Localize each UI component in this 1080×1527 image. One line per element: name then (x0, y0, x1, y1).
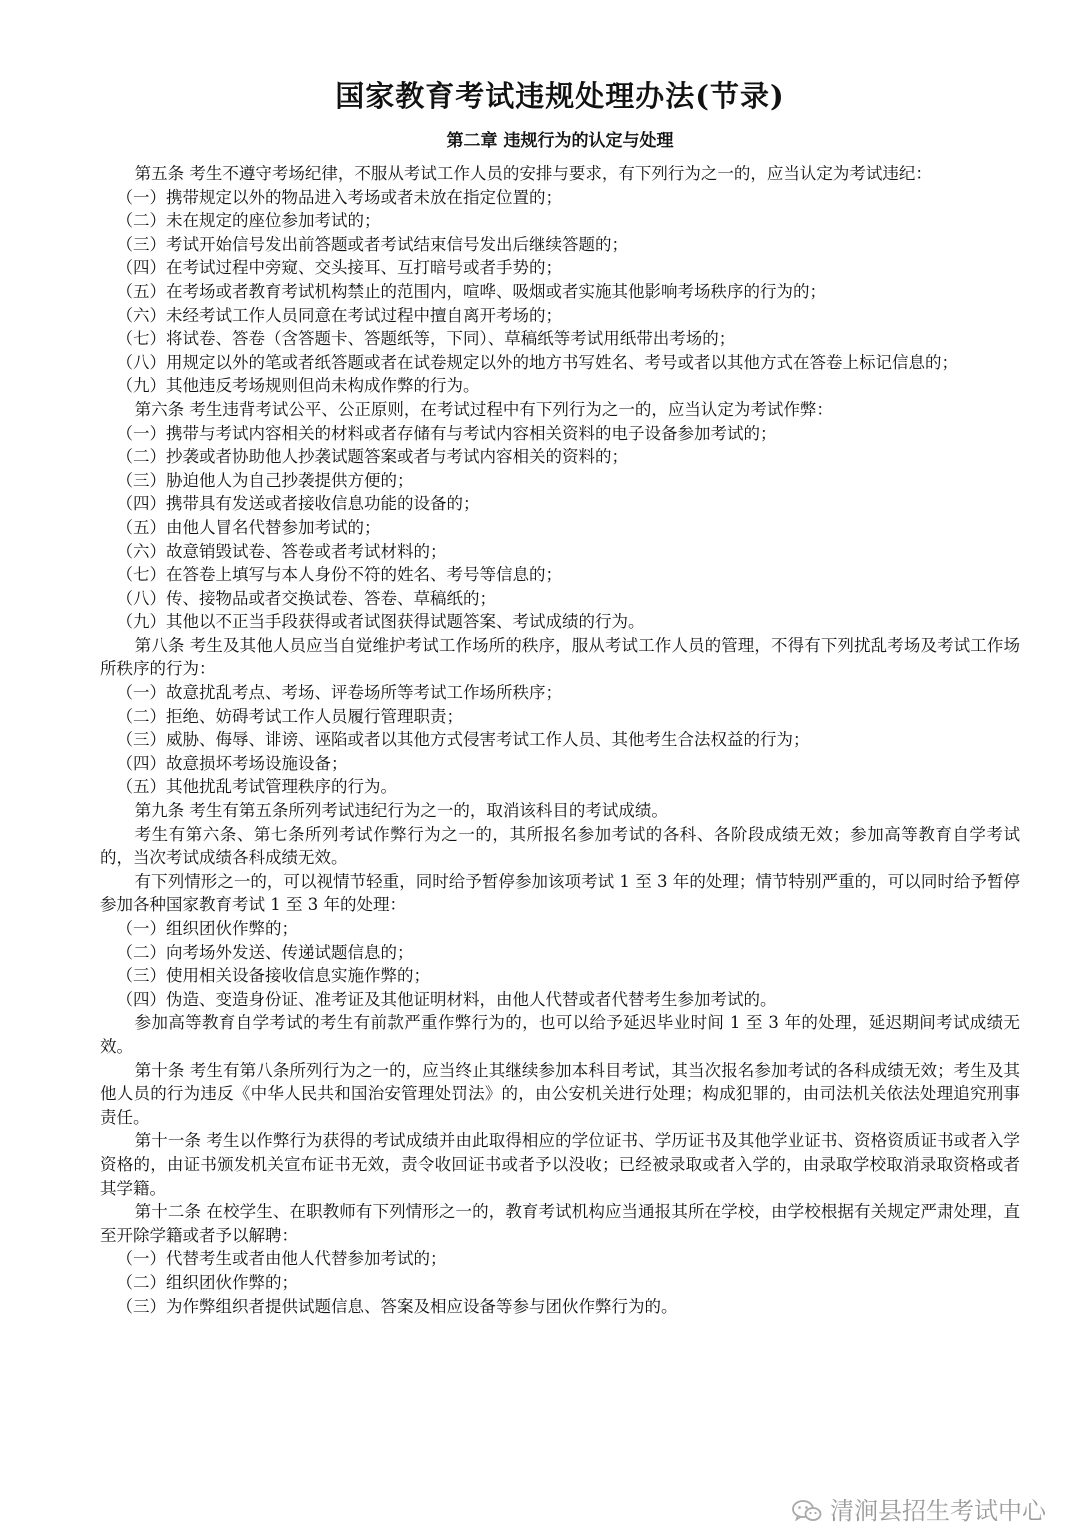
list-item: （四）携带具有发送或者接收信息功能的设备的； (116, 494, 480, 514)
list-item: （六）未经考试工作人员同意在考试过程中擅自离开考场的； (116, 305, 562, 325)
list-item: （三）威胁、侮辱、诽谤、诬陷或者以其他方式侵害考试工作人员、其他考生合法权益的行为； (116, 730, 810, 750)
document (100, 76, 1020, 1318)
article-paragraph: 参加高等教育自学考试的考生有前款严重作弊行为的，也可以给予延迟毕业时间 1 至 3 年的处理，延迟期间考试成绩无效。 (100, 1013, 1020, 1056)
list-item: （三）使用相关设备接收信息实施作弊的； (116, 966, 430, 986)
article-paragraph: 第九条 考生有第五条所列考试违纪行为之一的，取消该科目的考试成绩。 (134, 801, 668, 821)
list-item: （一）携带规定以外的物品进入考场或者未放在指定位置的； (116, 187, 562, 207)
list-item: （五）由他人冒名代替参加考试的； (116, 517, 381, 537)
list-item: （八）传、接物品或者交换试卷、答卷、草稿纸的； (116, 588, 496, 608)
article-paragraph: 第十条 考生有第八条所列行为之一的，应当终止其继续参加本科目考试，其当次报名参加考试的各科成绩无效；考生及其他人员的行为违反《中华人民共和国治安管理处罚法》的，由公安机关进行处理；构成犯罪的，由司法机关依法处理追究刑事责任。 (100, 1060, 1020, 1127)
article-paragraph: 第五条 考生不遵守考场纪律，不服从考试工作人员的安排与要求，有下列行为之一的，应当认定为考试违纪： (134, 164, 932, 183)
list-item: （二）组织团伙作弊的； (116, 1272, 298, 1292)
list-item: （一）携带与考试内容相关的材料或者存储有与考试内容相关资料的电子设备参加考试的； (116, 423, 777, 443)
article-paragraph: 第六条 考生违背考试公平、公正原则，在考试过程中有下列行为之一的，应当认定为考试作弊： (134, 399, 833, 419)
watermark (792, 1496, 1046, 1526)
list-item: （五）其他扰乱考试管理秩序的行为。 (116, 777, 397, 797)
list-item: （八）用规定以外的笔或者纸答题或者在试卷规定以外的地方书写姓名、考号或者以其他方式在答卷上标记信息的； (116, 352, 958, 372)
chapter-heading: 第二章 违规行为的认定与处理 (446, 131, 674, 151)
article-paragraph: 第十二条 在校学生、在职教师有下列情形之一的，教育考试机构应当通报其所在学校，由学校根据有关规定严肃处理，直至开除学籍或者予以解聘： (100, 1202, 1020, 1245)
list-item: （三）胁迫他人为自己抄袭提供方便的； (116, 470, 414, 490)
list-item: （二）未在规定的座位参加考试的； (116, 211, 381, 231)
article-paragraph: 考生有第六条、第七条所列考试作弊行为之一的，其所报名参加考试的各科、各阶段成绩无效；参加高等教育自学考试的，当次考试成绩各科成绩无效。 (100, 824, 1020, 868)
document-body (100, 162, 1020, 1318)
list-item: （三）为作弊组织者提供试题信息、答案及相应设备等参与团伙作弊行为的。 (116, 1296, 678, 1316)
article-paragraph: 第八条 考生及其他人员应当自觉维护考试工作场所的秩序，服从考试工作人员的管理，不得有下列扰乱考场及考试工作场所秩序的行为： (100, 635, 1020, 679)
article-paragraph: 第十一条 考生以作弊行为获得的考试成绩并由此取得相应的学位证书、学历证书及其他学业证书、资格资质证书或者入学资格的，由证书颁发机关宣布证书无效，责令收回证书或者予以没收；已经被录取或者入学的，由录取学校取消录取资格或者其学籍。 (100, 1131, 1020, 1198)
list-item: （三）考试开始信号发出前答题或者考试结束信号发出后继续答题的； (116, 234, 628, 254)
list-item: （二）抄袭或者协助他人抄袭试题答案或者与考试内容相关的资料的； (116, 447, 628, 467)
document-title: 国家教育考试违规处理办法(节录) (335, 79, 785, 113)
article-paragraph: 有下列情形之一的，可以视情节轻重，同时给予暂停参加该项考试 1 至 3 年的处理；情节特别严重的，可以同时给予暂停参加各种国家教育考试 1 至 3 年的处理： (100, 871, 1020, 915)
list-item: （九）其他违反考场规则但尚未构成作弊的行为。 (116, 376, 480, 396)
list-item: （一）故意扰乱考点、考场、评卷场所等考试工作场所秩序； (116, 683, 562, 703)
list-item: （六）故意销毁试卷、答卷或者考试材料的； (116, 541, 447, 561)
list-item: （四）在考试过程中旁窥、交头接耳、互打暗号或者手势的； (116, 258, 562, 278)
list-item: （四）伪造、变造身份证、准考证及其他证明材料，由他人代替或者代替考生参加考试的。 (116, 989, 777, 1009)
list-item: （四）故意损坏考场设施设备； (116, 753, 348, 773)
list-item: （九）其他以不正当手段获得或者试图获得试题答案、考试成绩的行为。 (116, 612, 645, 632)
list-item: （七）将试卷、答卷（含答题卡、答题纸等，下同）、草稿纸等考试用纸带出考场的； (116, 329, 736, 349)
list-item: （一）组织团伙作弊的； (116, 919, 298, 938)
list-item: （二）拒绝、妨碍考试工作人员履行管理职责； (116, 706, 463, 726)
list-item: （二）向考场外发送、传递试题信息的； (116, 942, 414, 962)
watermark-text: 清涧县招生考试中心 (830, 1497, 1046, 1525)
wechat-icon (792, 1499, 822, 1523)
list-item: （七）在答卷上填写与本人身份不符的姓名、考号等信息的； (116, 565, 562, 585)
list-item: （五）在考场或者教育考试机构禁止的范围内，喧哗、吸烟或者实施其他影响考场秩序的行为的； (116, 281, 826, 301)
list-item: （一）代替考生或者由他人代替参加考试的； (116, 1249, 447, 1269)
